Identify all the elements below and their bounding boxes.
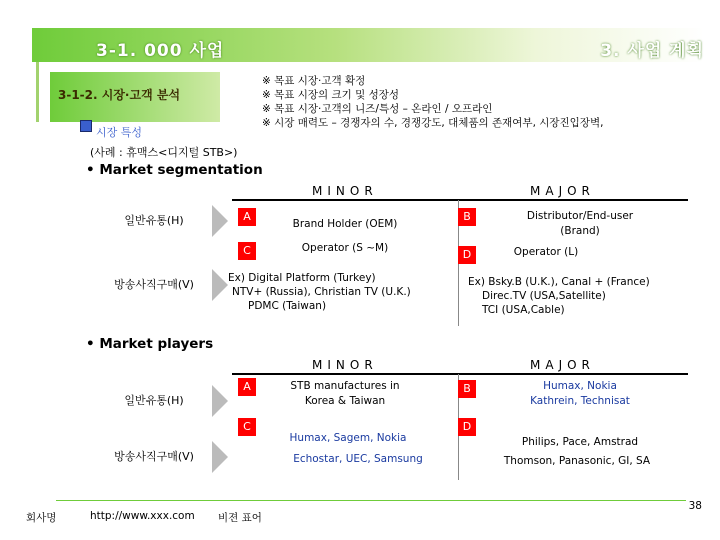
note-item: ※ 목표 시장·고객의 니즈/특성 – 온라인 / 오프라인 [262, 103, 493, 115]
seg-b-text-1: Distributor/End-user [526, 210, 634, 222]
players-box-b: B [458, 380, 476, 398]
players-major-header: MAJOR [530, 358, 595, 372]
players-a-text-1: STB manufactures in [290, 380, 400, 392]
seg-row1-arrow-icon [212, 205, 228, 237]
banner-left-title: 3-1. 000 사업 [96, 41, 225, 61]
seg-d-text: Operator (L) [513, 246, 579, 258]
seg-d-example-1: Ex) Bsky.B (U.K.), Canal + (France) [468, 276, 650, 288]
players-box-a: A [238, 378, 256, 396]
players-b-text-2: Kathrein, Technisat [530, 395, 630, 407]
players-box-c: C [238, 418, 256, 436]
subheader-title: 3-1-2. 시장·고객 분석 [58, 88, 181, 102]
players-header-line [232, 373, 688, 375]
players-c-text-2: Echostar, UEC, Samsung [293, 453, 423, 465]
segmentation-title: • Market segmentation [86, 162, 263, 178]
seg-row2-label: 방송사직구매(V) [114, 278, 194, 291]
players-c-text-1: Humax, Sagem, Nokia [289, 432, 407, 444]
players-row1-arrow-icon [212, 385, 228, 417]
seg-c-example-3: PDMC (Taiwan) [248, 300, 327, 312]
players-row2-arrow-icon [212, 441, 228, 473]
section-label: 시장 특성 [96, 126, 143, 139]
banner-right-title: 3. 사업 계획 [600, 41, 704, 61]
players-minor-header: MINOR [312, 358, 378, 372]
seg-box-c: C [238, 242, 256, 260]
seg-box-a: A [238, 208, 256, 226]
seg-row2-arrow-icon [212, 269, 228, 301]
players-title: • Market players [86, 336, 213, 352]
seg-c-example-1: Ex) Digital Platform (Turkey) [228, 272, 376, 284]
example-caption: (사례 : 휴맥스<디지털 STB>) [90, 146, 238, 159]
seg-major-header: MAJOR [530, 184, 595, 198]
notes-list [262, 74, 603, 130]
note-item: ※ 시장 매력도 – 경쟁자의 수, 경쟁강도, 대체품의 존재여부, 시장진입장벽, [262, 117, 604, 129]
players-box-d: D [458, 418, 476, 436]
section-bullet-icon [80, 120, 92, 132]
players-d-text-2: Thomson, Panasonic, GI, SA [503, 455, 651, 467]
seg-d-example-2: Direc.TV (USA,Satellite) [482, 290, 606, 302]
seg-box-b: B [458, 208, 476, 226]
players-b-text-1: Humax, Nokia [543, 380, 617, 392]
seg-d-example-3: TCI (USA,Cable) [482, 304, 565, 316]
footer-company: 회사명 [26, 512, 57, 524]
players-a-text-2: Korea & Taiwan [304, 395, 386, 407]
players-row2-label: 방송사직구매(V) [114, 450, 194, 463]
footer-motto: 비젼 표어 [218, 512, 262, 524]
players-d-text-1: Philips, Pace, Amstrad [521, 436, 639, 448]
players-row1-label: 일반유통(H) [124, 394, 184, 407]
page-number: 38 [688, 500, 702, 512]
footer-url: http://www.xxx.com [90, 510, 195, 522]
seg-b-text-2: (Brand) [560, 225, 600, 237]
seg-header-line [232, 199, 688, 201]
seg-c-text: Operator (S ~M) [301, 242, 389, 254]
seg-row1-label: 일반유통(H) [124, 214, 184, 227]
footer-rule [56, 500, 686, 501]
note-item: ※ 목표 시장의 크기 및 성장성 [262, 89, 400, 101]
note-item: ※ 목표 시장·고객 확정 [262, 75, 366, 87]
seg-box-d: D [458, 246, 476, 264]
seg-a-text: Brand Holder (OEM) [292, 218, 398, 230]
seg-minor-header: MINOR [312, 184, 378, 198]
seg-c-example-2: NTV+ (Russia), Christian TV (U.K.) [232, 286, 411, 298]
